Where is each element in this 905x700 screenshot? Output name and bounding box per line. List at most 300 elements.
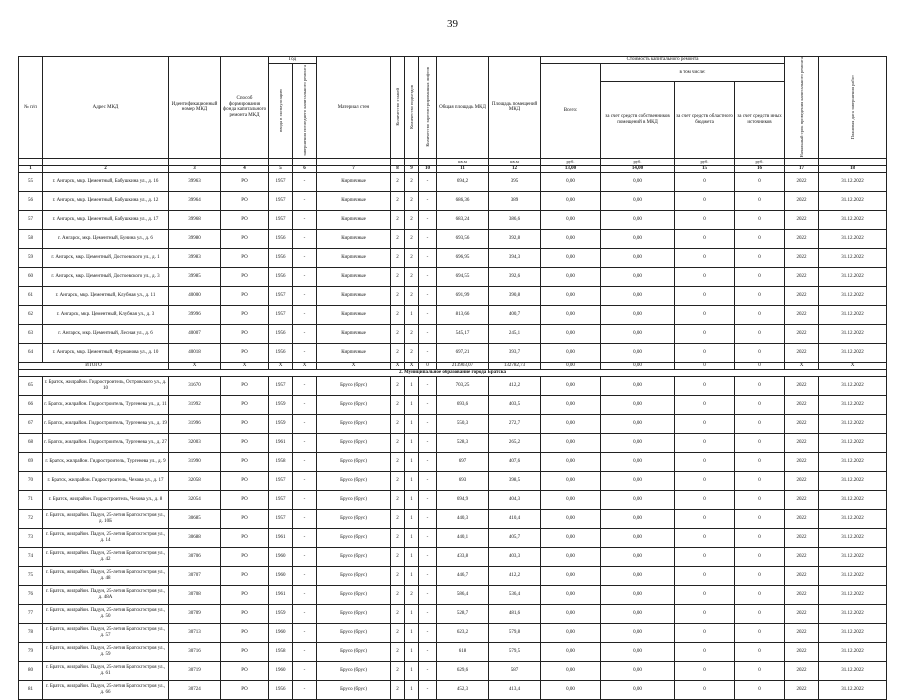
row-id: 30709 bbox=[169, 604, 221, 623]
row-planned-end: 31.12.2022 bbox=[819, 585, 887, 604]
row-regional-funds: 0 bbox=[675, 547, 735, 566]
row-number: 67 bbox=[19, 414, 43, 433]
row-total-cost: 0,00 bbox=[541, 604, 601, 623]
row-id: 30685 bbox=[169, 509, 221, 528]
row-id: 39963 bbox=[169, 172, 221, 191]
row-method: РО bbox=[221, 623, 269, 642]
row-regional-funds: 0 bbox=[675, 566, 735, 585]
row-entrances: 1 bbox=[405, 433, 419, 452]
row-total-cost: 0,00 bbox=[541, 210, 601, 229]
row-address: г. Братск, жилрайон. Падун, 25-летия Братскгэстроя ул., д. 48 bbox=[43, 566, 169, 585]
row-other-funds: 0 bbox=[735, 509, 785, 528]
row-total-area: 528,3 bbox=[437, 433, 489, 452]
row-owners-funds: 0,00 bbox=[601, 172, 675, 191]
row-premises-area: 245,1 bbox=[489, 324, 541, 343]
row-planned-end: 31.12.2022 bbox=[819, 433, 887, 452]
row-premises-area: 579,5 bbox=[489, 642, 541, 661]
header-cost-group: Стоимость капитального ремонта bbox=[541, 57, 785, 64]
row-address: г. Ангарск, мкр. Цементный, Клубная ул., д. 11 bbox=[43, 286, 169, 305]
row-planned-start: 2022 bbox=[785, 343, 819, 362]
row-year-last-repair: - bbox=[293, 395, 317, 414]
row-year-last-repair: - bbox=[293, 547, 317, 566]
row-lifts: - bbox=[419, 191, 437, 210]
row-number: 70 bbox=[19, 471, 43, 490]
row-wall-material: Брусо (брус) bbox=[317, 680, 391, 699]
row-wall-material: Брусо (брус) bbox=[317, 471, 391, 490]
row-lifts: - bbox=[419, 528, 437, 547]
row-total-area: 697 bbox=[437, 452, 489, 471]
header-planned-end: Плановая дата завершения работ bbox=[819, 57, 887, 159]
table-row bbox=[19, 376, 887, 395]
row-regional-funds: 0 bbox=[675, 376, 735, 395]
row-total-area: 446,7 bbox=[437, 566, 489, 585]
row-planned-end: 31.12.2022 bbox=[819, 343, 887, 362]
row-id: 31670 bbox=[169, 376, 221, 395]
row-entrances: 1 bbox=[405, 509, 419, 528]
row-id: 30688 bbox=[169, 528, 221, 547]
row-method: РО bbox=[221, 414, 269, 433]
row-other-funds: 0 bbox=[735, 585, 785, 604]
total-cell: 132782,73 bbox=[489, 362, 541, 369]
row-planned-start: 2022 bbox=[785, 191, 819, 210]
row-year-commission: 1960 bbox=[269, 547, 293, 566]
row-year-last-repair: - bbox=[293, 210, 317, 229]
row-planned-end: 31.12.2022 bbox=[819, 267, 887, 286]
row-planned-end: 31.12.2022 bbox=[819, 661, 887, 680]
row-regional-funds: 0 bbox=[675, 229, 735, 248]
row-year-commission: 1961 bbox=[269, 528, 293, 547]
row-year-commission: 1957 bbox=[269, 305, 293, 324]
row-entrances: 2 bbox=[405, 229, 419, 248]
column-number: 6 bbox=[293, 165, 317, 172]
table-row bbox=[19, 642, 887, 661]
row-entrances: 1 bbox=[405, 414, 419, 433]
row-wall-material: Брусо (брус) bbox=[317, 490, 391, 509]
row-other-funds: 0 bbox=[735, 680, 785, 699]
row-planned-start: 2022 bbox=[785, 566, 819, 585]
row-floors: 2 bbox=[391, 376, 405, 395]
row-number: 81 bbox=[19, 680, 43, 699]
row-year-commission: 1957 bbox=[269, 191, 293, 210]
row-id: 30716 bbox=[169, 642, 221, 661]
row-other-funds: 0 bbox=[735, 172, 785, 191]
header-num: № п/п bbox=[19, 57, 43, 159]
table-row bbox=[19, 547, 887, 566]
row-method: РО bbox=[221, 248, 269, 267]
row-planned-start: 2022 bbox=[785, 376, 819, 395]
row-other-funds: 0 bbox=[735, 210, 785, 229]
row-regional-funds: 0 bbox=[675, 680, 735, 699]
row-address: г. Братск, жилрайон. Падун, 25-летия Братскгэстроя ул., д. 48А bbox=[43, 585, 169, 604]
row-regional-funds: 0 bbox=[675, 248, 735, 267]
row-id: 30707 bbox=[169, 566, 221, 585]
row-other-funds: 0 bbox=[735, 642, 785, 661]
row-owners-funds: 0,00 bbox=[601, 267, 675, 286]
row-floors: 2 bbox=[391, 433, 405, 452]
row-address: г. Ангарск, мкр. Цементный, Бабушкина ул., д. 16 bbox=[43, 172, 169, 191]
table-row bbox=[19, 528, 887, 547]
row-other-funds: 0 bbox=[735, 528, 785, 547]
row-floors: 2 bbox=[391, 324, 405, 343]
row-year-last-repair: - bbox=[293, 433, 317, 452]
row-entrances: 2 bbox=[405, 172, 419, 191]
row-method: РО bbox=[221, 172, 269, 191]
row-number: 77 bbox=[19, 604, 43, 623]
row-premises-area: 400,7 bbox=[489, 305, 541, 324]
total-cell: X bbox=[221, 362, 269, 369]
row-total-cost: 0,00 bbox=[541, 528, 601, 547]
row-total-cost: 0,00 bbox=[541, 286, 601, 305]
table-row bbox=[19, 490, 887, 509]
row-floors: 2 bbox=[391, 566, 405, 585]
row-planned-end: 31.12.2022 bbox=[819, 471, 887, 490]
row-entrances: 2 bbox=[405, 248, 419, 267]
row-entrances: 2 bbox=[405, 324, 419, 343]
row-address: г. Ангарск, мкр. Цементный, Фурманова ул., д. 10 bbox=[43, 343, 169, 362]
table-row bbox=[19, 395, 887, 414]
row-id: 39996 bbox=[169, 305, 221, 324]
row-owners-funds: 0,00 bbox=[601, 661, 675, 680]
row-method: РО bbox=[221, 286, 269, 305]
row-regional-funds: 0 bbox=[675, 395, 735, 414]
column-number: 15 bbox=[675, 165, 735, 172]
row-planned-start: 2022 bbox=[785, 585, 819, 604]
row-premises-area: 403,5 bbox=[489, 395, 541, 414]
row-method: РО bbox=[221, 680, 269, 699]
row-id: 30713 bbox=[169, 623, 221, 642]
row-address: г. Ангарск, мкр. Цементный, Лесная ул., д. 6 bbox=[43, 324, 169, 343]
total-row bbox=[19, 362, 887, 369]
page-number: 39 bbox=[447, 18, 458, 30]
row-lifts: - bbox=[419, 661, 437, 680]
row-year-last-repair: - bbox=[293, 623, 317, 642]
row-year-last-repair: - bbox=[293, 604, 317, 623]
row-regional-funds: 0 bbox=[675, 210, 735, 229]
row-planned-end: 31.12.2022 bbox=[819, 680, 887, 699]
row-wall-material: Кирпичные bbox=[317, 191, 391, 210]
row-method: РО bbox=[221, 452, 269, 471]
row-number: 57 bbox=[19, 210, 43, 229]
header-planned-start: Начальный срок проведения капитального ремонта bbox=[785, 57, 819, 159]
row-year-last-repair: - bbox=[293, 305, 317, 324]
row-total-area: 694,2 bbox=[437, 172, 489, 191]
row-entrances: 1 bbox=[405, 471, 419, 490]
row-id: 39983 bbox=[169, 248, 221, 267]
unit-regional-funds: руб. bbox=[675, 158, 735, 165]
row-planned-start: 2022 bbox=[785, 305, 819, 324]
row-address: г. Братск, жилрайон. Падун, 25-летия Братскгэстроя ул., д. 42 bbox=[43, 547, 169, 566]
row-address: г. Братск, жилрайон. Падун, 25-летия Братскгэстроя ул., д. 61 bbox=[43, 661, 169, 680]
row-lifts: - bbox=[419, 248, 437, 267]
row-lifts: - bbox=[419, 471, 437, 490]
row-entrances: 2 bbox=[405, 210, 419, 229]
row-number: 69 bbox=[19, 452, 43, 471]
row-year-commission: 1956 bbox=[269, 680, 293, 699]
row-total-cost: 0,00 bbox=[541, 642, 601, 661]
row-planned-start: 2022 bbox=[785, 623, 819, 642]
unit-premises-area: кв.м bbox=[489, 158, 541, 165]
table-row bbox=[19, 604, 887, 623]
row-total-area: 433,8 bbox=[437, 547, 489, 566]
row-owners-funds: 0,00 bbox=[601, 566, 675, 585]
row-year-last-repair: - bbox=[293, 566, 317, 585]
table-row bbox=[19, 509, 887, 528]
row-address: г. Ангарск, мкр. Цементный, Бабушкина ул., д. 17 bbox=[43, 210, 169, 229]
header-premises-area: Площадь помещений МКД bbox=[489, 57, 541, 159]
row-premises-area: 407,6 bbox=[489, 452, 541, 471]
row-owners-funds: 0,00 bbox=[601, 414, 675, 433]
row-total-area: 586,4 bbox=[437, 585, 489, 604]
row-wall-material: Кирпичные bbox=[317, 172, 391, 191]
row-year-commission: 1957 bbox=[269, 471, 293, 490]
row-id: 40000 bbox=[169, 286, 221, 305]
total-cell: X bbox=[391, 362, 405, 369]
row-year-last-repair: - bbox=[293, 191, 317, 210]
row-id: 39968 bbox=[169, 210, 221, 229]
row-entrances: 1 bbox=[405, 642, 419, 661]
row-premises-area: 481,6 bbox=[489, 604, 541, 623]
row-premises-area: 265,2 bbox=[489, 433, 541, 452]
row-wall-material: Кирпичные bbox=[317, 267, 391, 286]
row-lifts: - bbox=[419, 604, 437, 623]
row-total-area: 696,95 bbox=[437, 248, 489, 267]
row-number: 73 bbox=[19, 528, 43, 547]
table-row bbox=[19, 585, 887, 604]
row-method: РО bbox=[221, 191, 269, 210]
row-method: РО bbox=[221, 395, 269, 414]
row-total-area: 683,24 bbox=[437, 210, 489, 229]
row-lifts: - bbox=[419, 172, 437, 191]
header-total-cost: Всего: bbox=[541, 64, 601, 159]
row-premises-area: 390,8 bbox=[489, 286, 541, 305]
section-title-row bbox=[19, 369, 887, 376]
row-regional-funds: 0 bbox=[675, 324, 735, 343]
row-lifts: - bbox=[419, 229, 437, 248]
row-total-cost: 0,00 bbox=[541, 324, 601, 343]
row-other-funds: 0 bbox=[735, 267, 785, 286]
column-number: 3 bbox=[169, 165, 221, 172]
header-lifts: Количество зарегистрированных лифтов bbox=[419, 57, 437, 159]
table-row bbox=[19, 343, 887, 362]
row-total-cost: 0,00 bbox=[541, 585, 601, 604]
row-regional-funds: 0 bbox=[675, 490, 735, 509]
row-total-area: 691,99 bbox=[437, 286, 489, 305]
row-id: 30719 bbox=[169, 661, 221, 680]
row-year-last-repair: - bbox=[293, 680, 317, 699]
row-total-area: 813,66 bbox=[437, 305, 489, 324]
row-lifts: - bbox=[419, 585, 437, 604]
row-total-cost: 0,00 bbox=[541, 433, 601, 452]
row-lifts: - bbox=[419, 305, 437, 324]
row-premises-area: 394,3 bbox=[489, 248, 541, 267]
row-number: 71 bbox=[19, 490, 43, 509]
row-regional-funds: 0 bbox=[675, 528, 735, 547]
row-wall-material: Кирпичные bbox=[317, 210, 391, 229]
row-number: 65 bbox=[19, 376, 43, 395]
table-row bbox=[19, 324, 887, 343]
row-owners-funds: 0,00 bbox=[601, 452, 675, 471]
row-year-commission: 1956 bbox=[269, 248, 293, 267]
row-floors: 2 bbox=[391, 680, 405, 699]
row-method: РО bbox=[221, 509, 269, 528]
table-row bbox=[19, 229, 887, 248]
row-year-commission: 1959 bbox=[269, 395, 293, 414]
table-row bbox=[19, 172, 887, 191]
row-planned-start: 2022 bbox=[785, 680, 819, 699]
table-row bbox=[19, 566, 887, 585]
row-year-commission: 1959 bbox=[269, 414, 293, 433]
row-floors: 2 bbox=[391, 642, 405, 661]
row-total-area: 693 bbox=[437, 471, 489, 490]
row-year-commission: 1957 bbox=[269, 210, 293, 229]
capital-repair-register-table bbox=[18, 56, 887, 700]
row-floors: 2 bbox=[391, 172, 405, 191]
row-method: РО bbox=[221, 433, 269, 452]
row-total-cost: 0,00 bbox=[541, 680, 601, 699]
row-premises-area: 389 bbox=[489, 191, 541, 210]
column-number: 4 bbox=[221, 165, 269, 172]
row-lifts: - bbox=[419, 343, 437, 362]
row-total-area: 693,6 bbox=[437, 395, 489, 414]
row-total-area: 703,25 bbox=[437, 376, 489, 395]
header-wall-material: Материал стен bbox=[317, 57, 391, 159]
row-year-last-repair: - bbox=[293, 585, 317, 604]
row-year-commission: 1960 bbox=[269, 566, 293, 585]
row-premises-area: 392,6 bbox=[489, 267, 541, 286]
row-entrances: 1 bbox=[405, 623, 419, 642]
row-method: РО bbox=[221, 229, 269, 248]
column-number: 14,00 bbox=[601, 165, 675, 172]
row-owners-funds: 0,00 bbox=[601, 547, 675, 566]
row-number: 72 bbox=[19, 509, 43, 528]
row-lifts: - bbox=[419, 324, 437, 343]
row-other-funds: 0 bbox=[735, 414, 785, 433]
unit-owners-funds: руб. bbox=[601, 158, 675, 165]
row-premises-area: 410,4 bbox=[489, 509, 541, 528]
row-other-funds: 0 bbox=[735, 343, 785, 362]
column-number: 1 bbox=[19, 165, 43, 172]
row-wall-material: Брусо (брус) bbox=[317, 376, 391, 395]
row-lifts: - bbox=[419, 286, 437, 305]
row-entrances: 1 bbox=[405, 661, 419, 680]
row-year-commission: 1960 bbox=[269, 661, 293, 680]
row-number: 58 bbox=[19, 229, 43, 248]
row-entrances: 1 bbox=[405, 305, 419, 324]
column-number: 16 bbox=[735, 165, 785, 172]
row-entrances: 1 bbox=[405, 452, 419, 471]
row-floors: 2 bbox=[391, 604, 405, 623]
row-premises-area: 412,2 bbox=[489, 566, 541, 585]
row-wall-material: Кирпичные bbox=[317, 343, 391, 362]
row-wall-material: Брусо (брус) bbox=[317, 661, 391, 680]
column-number: 10 bbox=[419, 165, 437, 172]
section-title: 2. Муниципальное образование города Братска bbox=[19, 369, 887, 376]
total-cell: X bbox=[819, 362, 887, 369]
column-number: 7 bbox=[317, 165, 391, 172]
total-cell: X bbox=[293, 362, 317, 369]
total-cell: 213903,07 bbox=[437, 362, 489, 369]
row-total-cost: 0,00 bbox=[541, 248, 601, 267]
total-cell: X bbox=[405, 362, 419, 369]
row-method: РО bbox=[221, 305, 269, 324]
row-entrances: 2 bbox=[405, 585, 419, 604]
row-entrances: 2 bbox=[405, 286, 419, 305]
row-owners-funds: 0,00 bbox=[601, 343, 675, 362]
row-planned-start: 2022 bbox=[785, 324, 819, 343]
header-address: Адрес МКД bbox=[43, 57, 169, 159]
row-method: РО bbox=[221, 210, 269, 229]
row-lifts: - bbox=[419, 566, 437, 585]
row-address: г. Ангарск, мкр. Цементный, Достоевского ул., д. 3 bbox=[43, 267, 169, 286]
row-wall-material: Брусо (брус) bbox=[317, 528, 391, 547]
row-total-cost: 0,00 bbox=[541, 343, 601, 362]
row-year-last-repair: - bbox=[293, 229, 317, 248]
row-planned-start: 2022 bbox=[785, 433, 819, 452]
row-owners-funds: 0,00 bbox=[601, 642, 675, 661]
row-planned-start: 2022 bbox=[785, 661, 819, 680]
row-lifts: - bbox=[419, 509, 437, 528]
row-year-last-repair: - bbox=[293, 528, 317, 547]
row-entrances: 1 bbox=[405, 566, 419, 585]
row-total-cost: 0,00 bbox=[541, 547, 601, 566]
row-floors: 2 bbox=[391, 210, 405, 229]
row-number: 78 bbox=[19, 623, 43, 642]
row-owners-funds: 0,00 bbox=[601, 585, 675, 604]
row-entrances: 1 bbox=[405, 528, 419, 547]
total-cell: 0 bbox=[419, 362, 437, 369]
total-cell: X bbox=[169, 362, 221, 369]
row-year-commission: 1961 bbox=[269, 433, 293, 452]
header-owners-funds: за счет средств собственников помещений в МКД bbox=[601, 81, 675, 158]
column-number: 11 bbox=[437, 165, 489, 172]
row-year-commission: 1959 bbox=[269, 604, 293, 623]
row-planned-start: 2022 bbox=[785, 490, 819, 509]
row-floors: 2 bbox=[391, 452, 405, 471]
row-wall-material: Брусо (брус) bbox=[317, 395, 391, 414]
row-address: г. Братск, жилрайон. Гидростроитель, Тургенева ул., д. 27 bbox=[43, 433, 169, 452]
row-premises-area: 412,2 bbox=[489, 376, 541, 395]
row-other-funds: 0 bbox=[735, 471, 785, 490]
row-wall-material: Кирпичные bbox=[317, 229, 391, 248]
row-address: г. Братск, жилрайон. Падун, 25-летия Братскгэстроя ул., д. 66 bbox=[43, 680, 169, 699]
table-row bbox=[19, 210, 887, 229]
row-total-cost: 0,00 bbox=[541, 267, 601, 286]
row-planned-start: 2022 bbox=[785, 267, 819, 286]
row-planned-start: 2022 bbox=[785, 452, 819, 471]
row-number: 64 bbox=[19, 343, 43, 362]
row-premises-area: 272,7 bbox=[489, 414, 541, 433]
row-other-funds: 0 bbox=[735, 324, 785, 343]
row-total-cost: 0,00 bbox=[541, 172, 601, 191]
row-year-commission: 1956 bbox=[269, 343, 293, 362]
row-planned-start: 2022 bbox=[785, 248, 819, 267]
row-total-cost: 0,00 bbox=[541, 414, 601, 433]
row-wall-material: Брусо (брус) bbox=[317, 642, 391, 661]
row-floors: 2 bbox=[391, 395, 405, 414]
row-planned-end: 31.12.2022 bbox=[819, 566, 887, 585]
row-address: г. Братск, жилрайон. Падун, 25-летия Братскгэстроя ул., д. 57 bbox=[43, 623, 169, 642]
row-other-funds: 0 bbox=[735, 623, 785, 642]
row-total-area: 694,55 bbox=[437, 267, 489, 286]
row-id: 31992 bbox=[169, 395, 221, 414]
row-owners-funds: 0,00 bbox=[601, 286, 675, 305]
row-premises-area: 386,6 bbox=[489, 210, 541, 229]
row-address: г. Ангарск, мкр. Цементный, Клубная ул., д. 3 bbox=[43, 305, 169, 324]
header-total-area: Общая площадь МКД bbox=[437, 57, 489, 159]
row-wall-material: Кирпичные bbox=[317, 286, 391, 305]
table-row bbox=[19, 623, 887, 642]
row-year-last-repair: - bbox=[293, 414, 317, 433]
